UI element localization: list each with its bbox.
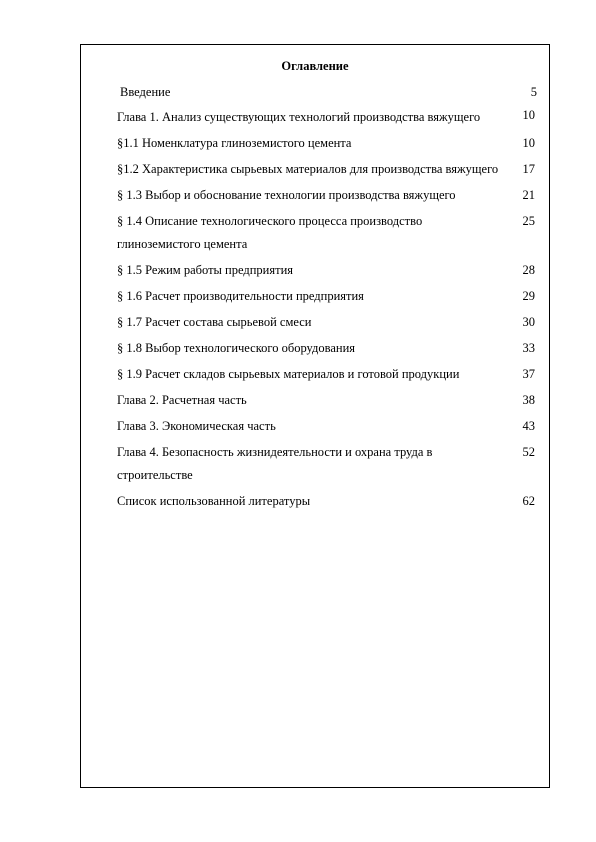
toc-title: Оглавление <box>281 59 349 73</box>
toc-entry-label: § 1.9 Расчет складов сырьевых материалов и готовой продукции <box>117 367 460 381</box>
toc-entry-section-1-4[interactable] <box>117 210 537 256</box>
page-frame <box>80 44 550 788</box>
toc-entry-section-1-5[interactable] <box>117 259 537 282</box>
toc-entry-label: § 1.4 Описание технологического процесса производство глиноземистого цемента <box>117 214 423 251</box>
toc-entry-label: § 1.8 Выбор технологического оборудования <box>117 341 356 355</box>
toc-entry-introduction[interactable] <box>117 81 537 104</box>
toc-entry-section-1-7[interactable] <box>117 311 537 334</box>
toc-entry-label: § 1.3 Выбор и обоснование технологии производства вяжущего <box>117 188 456 202</box>
toc-entry-page: 10 <box>522 136 535 150</box>
toc-entry-section-1-9[interactable] <box>117 363 537 386</box>
toc-entry-page: 5 <box>530 85 537 99</box>
toc-entry-page: 17 <box>522 162 535 176</box>
toc-entry-label: Глава 1. Анализ существующих технологий производства вяжущего <box>117 110 481 124</box>
toc-entry-label: Глава 4. Безопасность жизнидеятельности и охрана труда в строительстве <box>117 445 433 482</box>
toc-entry-page: 62 <box>522 494 535 508</box>
toc-entry-page: 29 <box>522 289 535 303</box>
toc-entry-label: Список использованной литературы <box>117 494 311 508</box>
toc-entry-label: Глава 3. Экономическая часть <box>117 419 276 433</box>
toc-entry-chapter-2[interactable] <box>117 389 537 412</box>
toc-entry-label: § 1.7 Расчет состава сырьевой смеси <box>117 315 312 329</box>
toc-entry-label: §1.2 Характеристика сырьевых материалов для производства вяжущего <box>117 162 499 176</box>
toc-entry-label: § 1.6 Расчет производительности предприятия <box>117 289 364 303</box>
toc-entry-label: § 1.5 Режим работы предприятия <box>117 263 294 277</box>
toc-entry-section-1-3[interactable] <box>117 184 537 207</box>
toc-entry-chapter-3[interactable] <box>117 415 537 438</box>
table-of-contents <box>117 81 537 516</box>
toc-entry-page: 33 <box>522 341 535 355</box>
toc-entry-section-1-1[interactable] <box>117 132 537 155</box>
toc-entry-label: Глава 2. Расчетная часть <box>117 393 247 407</box>
toc-entry-label: §1.1 Номенклатура глиноземистого цемента <box>117 136 352 150</box>
toc-entry-chapter-4[interactable] <box>117 441 537 487</box>
toc-entry-page: 43 <box>522 419 535 433</box>
toc-entry-page: 52 <box>522 445 535 459</box>
toc-entry-page: 25 <box>522 214 535 228</box>
toc-entry-page: 28 <box>522 263 535 277</box>
toc-entry-page: 10 <box>522 108 535 122</box>
toc-entry-page: 21 <box>522 188 535 202</box>
toc-entry-page: 38 <box>522 393 535 407</box>
toc-entry-section-1-8[interactable] <box>117 337 537 360</box>
toc-entry-references[interactable] <box>117 490 537 513</box>
toc-entry-page: 37 <box>522 367 535 381</box>
toc-entry-label: Введение <box>120 85 171 99</box>
toc-entry-section-1-2[interactable] <box>117 158 537 181</box>
toc-entry-page: 30 <box>522 315 535 329</box>
toc-entry-section-1-6[interactable] <box>117 285 537 308</box>
toc-entry-chapter-1[interactable] <box>117 106 537 129</box>
